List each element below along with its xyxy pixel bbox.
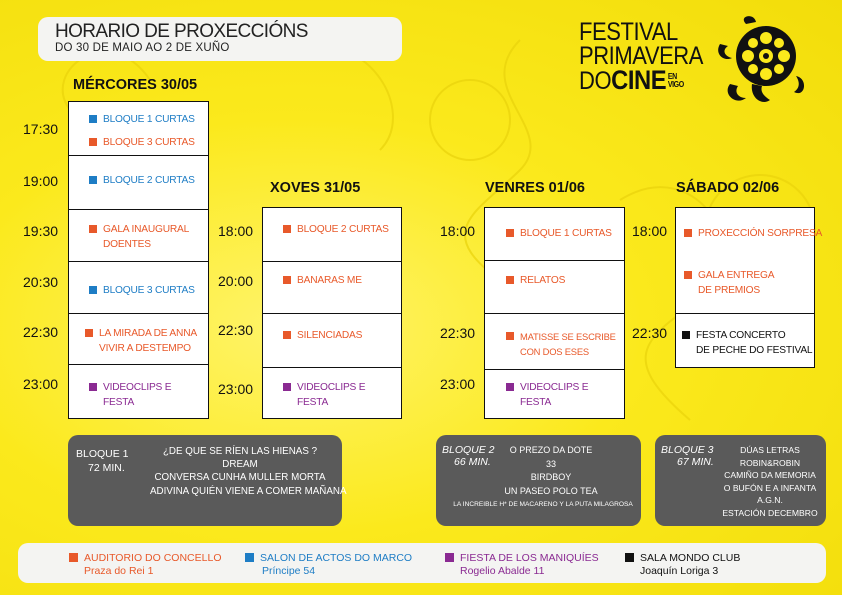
venue-color-marker — [283, 331, 291, 339]
venue-color-marker — [506, 383, 514, 391]
block-info-box-1 — [68, 435, 347, 526]
time-label: 18:00 — [218, 223, 254, 239]
block-film-list: ¿DE QUE SE RÍEN LAS HIENAS ? DREAM CONVERSA CUNHA MULLER MORTA ADIVINA QUIÉN VIENE A COMER MAÑANA — [150, 446, 347, 497]
venue-legend-item: SALA MONDO CLUB Joaquín Loriga 3 — [640, 552, 740, 578]
venue-color-marker — [625, 553, 634, 562]
venue-color-marker — [245, 553, 254, 562]
venue-color-marker — [69, 553, 78, 562]
event-item: VIDEOCLIPS E FESTA — [297, 380, 365, 410]
slot-row — [676, 208, 814, 314]
venue-color-marker — [283, 225, 291, 233]
day-heading-mercores: MÉRCORES 30/05 — [73, 77, 198, 93]
day-heading-xoves: XOVES 31/05 — [270, 180, 361, 196]
block-duration: 66 MIN. — [454, 456, 491, 468]
festival-logo-text — [579, 20, 703, 93]
venue-color-marker — [89, 383, 97, 391]
event-item: SILENCIADAS — [297, 328, 362, 343]
venue-legend-item: SALON DE ACTOS DO MARCO Príncipe 54 — [260, 552, 412, 578]
block-name: BLOQUE 3 — [661, 444, 714, 456]
venue-color-marker — [684, 271, 692, 279]
page-title: HORARIO DE PROXECCIÓNS — [55, 21, 308, 42]
block-film-list: O PREZO DA DOTE 33 BIRDBOY UN PASEO POLO TEA LA INCREIBLE H* DE MACARENO Y LA PUTA MILAGROSA — [453, 445, 633, 509]
event-item: BLOQUE 2 CURTAS — [103, 173, 195, 188]
page-subtitle: DO 30 DE MAIO AO 2 DE XUÑO — [55, 42, 230, 54]
event-item: LA MIRADA DE ANNA VIVIR A DESTEMPO — [99, 326, 197, 356]
venue-color-marker — [85, 329, 93, 337]
event-item: GALA INAUGURAL DOENTES — [103, 222, 189, 252]
time-label: 20:00 — [218, 273, 254, 289]
time-label: 22:30 — [440, 325, 476, 341]
venue-color-marker — [283, 276, 291, 284]
block-info-box-2 — [436, 435, 641, 526]
time-label: 18:00 — [440, 223, 476, 239]
block-duration: 72 MIN. — [88, 462, 125, 474]
venue-color-marker — [89, 115, 97, 123]
logo-line-2: PRIMAVERA — [579, 42, 703, 70]
time-label: 22:30 — [218, 322, 254, 338]
time-label: 22:30 — [23, 324, 59, 340]
time-label: 23:00 — [218, 381, 254, 397]
logo-line-1: FESTIVAL — [579, 18, 678, 46]
time-label: 18:00 — [632, 223, 668, 239]
event-item: PROXECCIÓN SORPRESA — [698, 226, 822, 241]
venue-color-marker — [684, 229, 692, 237]
event-item: RELATOS — [520, 273, 565, 288]
block-name: BLOQUE 1 — [76, 448, 129, 460]
venue-color-marker — [283, 383, 291, 391]
day-heading-sabado: SÁBADO 02/06 — [676, 180, 780, 196]
event-item: GALA ENTREGA DE PREMIOS — [698, 268, 774, 298]
venue-color-marker — [682, 331, 690, 339]
event-item: MATISSE SE ESCRIBE CON DOS ESES — [520, 329, 616, 359]
event-item: BLOQUE 3 CURTAS — [103, 283, 195, 298]
time-label: 19:00 — [23, 173, 59, 189]
event-item: BLOQUE 3 CURTAS — [103, 135, 195, 150]
venue-color-marker — [89, 176, 97, 184]
time-label: 19:30 — [23, 223, 59, 239]
event-item: BLOQUE 1 CURTAS — [103, 112, 195, 127]
venue-color-marker — [506, 332, 514, 340]
block-duration: 67 MIN. — [677, 456, 714, 468]
block-name: BLOQUE 2 — [442, 444, 495, 456]
venue-color-marker — [445, 553, 454, 562]
venue-legend-item: FIESTA DE LOS MANIQUÍES Rogelio Abalde 11 — [460, 552, 599, 578]
venue-color-marker — [89, 286, 97, 294]
day-heading-venres: VENRES 01/06 — [485, 180, 585, 196]
venue-legend-item: AUDITORIO DO CONCELLO Praza do Rei 1 — [84, 552, 222, 578]
event-item: VIDEOCLIPS E FESTA — [103, 380, 171, 410]
block-info-box-3 — [655, 435, 826, 526]
time-label: 23:00 — [23, 376, 59, 392]
time-label: 20:30 — [23, 274, 59, 290]
venue-color-marker — [89, 225, 97, 233]
venue-color-marker — [506, 229, 514, 237]
event-item: BLOQUE 2 CURTAS — [297, 222, 389, 237]
time-label: 23:00 — [440, 376, 476, 392]
logo-line-3: DOCINE EN VIGO — [579, 65, 684, 95]
time-label: 17:30 — [23, 121, 59, 137]
venue-color-marker — [506, 276, 514, 284]
slot-row — [263, 262, 401, 314]
event-item: BLOQUE 1 CURTAS — [520, 226, 612, 241]
event-item: VIDEOCLIPS E FESTA — [520, 380, 588, 410]
block-film-list: DÚAS LETRAS ROBIN&ROBIN CAMIÑO DA MEMORIA O BUFÓN E A INFANTA A.G.N. ESTACIÓN DECEMBRO — [722, 445, 818, 518]
event-item: BANARAS ME — [297, 273, 362, 288]
film-reel-logo-icon — [710, 14, 810, 110]
event-item: FESTA CONCERTO DE PECHE DO FESTIVAL — [696, 328, 812, 358]
time-label: 22:30 — [632, 325, 668, 341]
venue-color-marker — [89, 138, 97, 146]
